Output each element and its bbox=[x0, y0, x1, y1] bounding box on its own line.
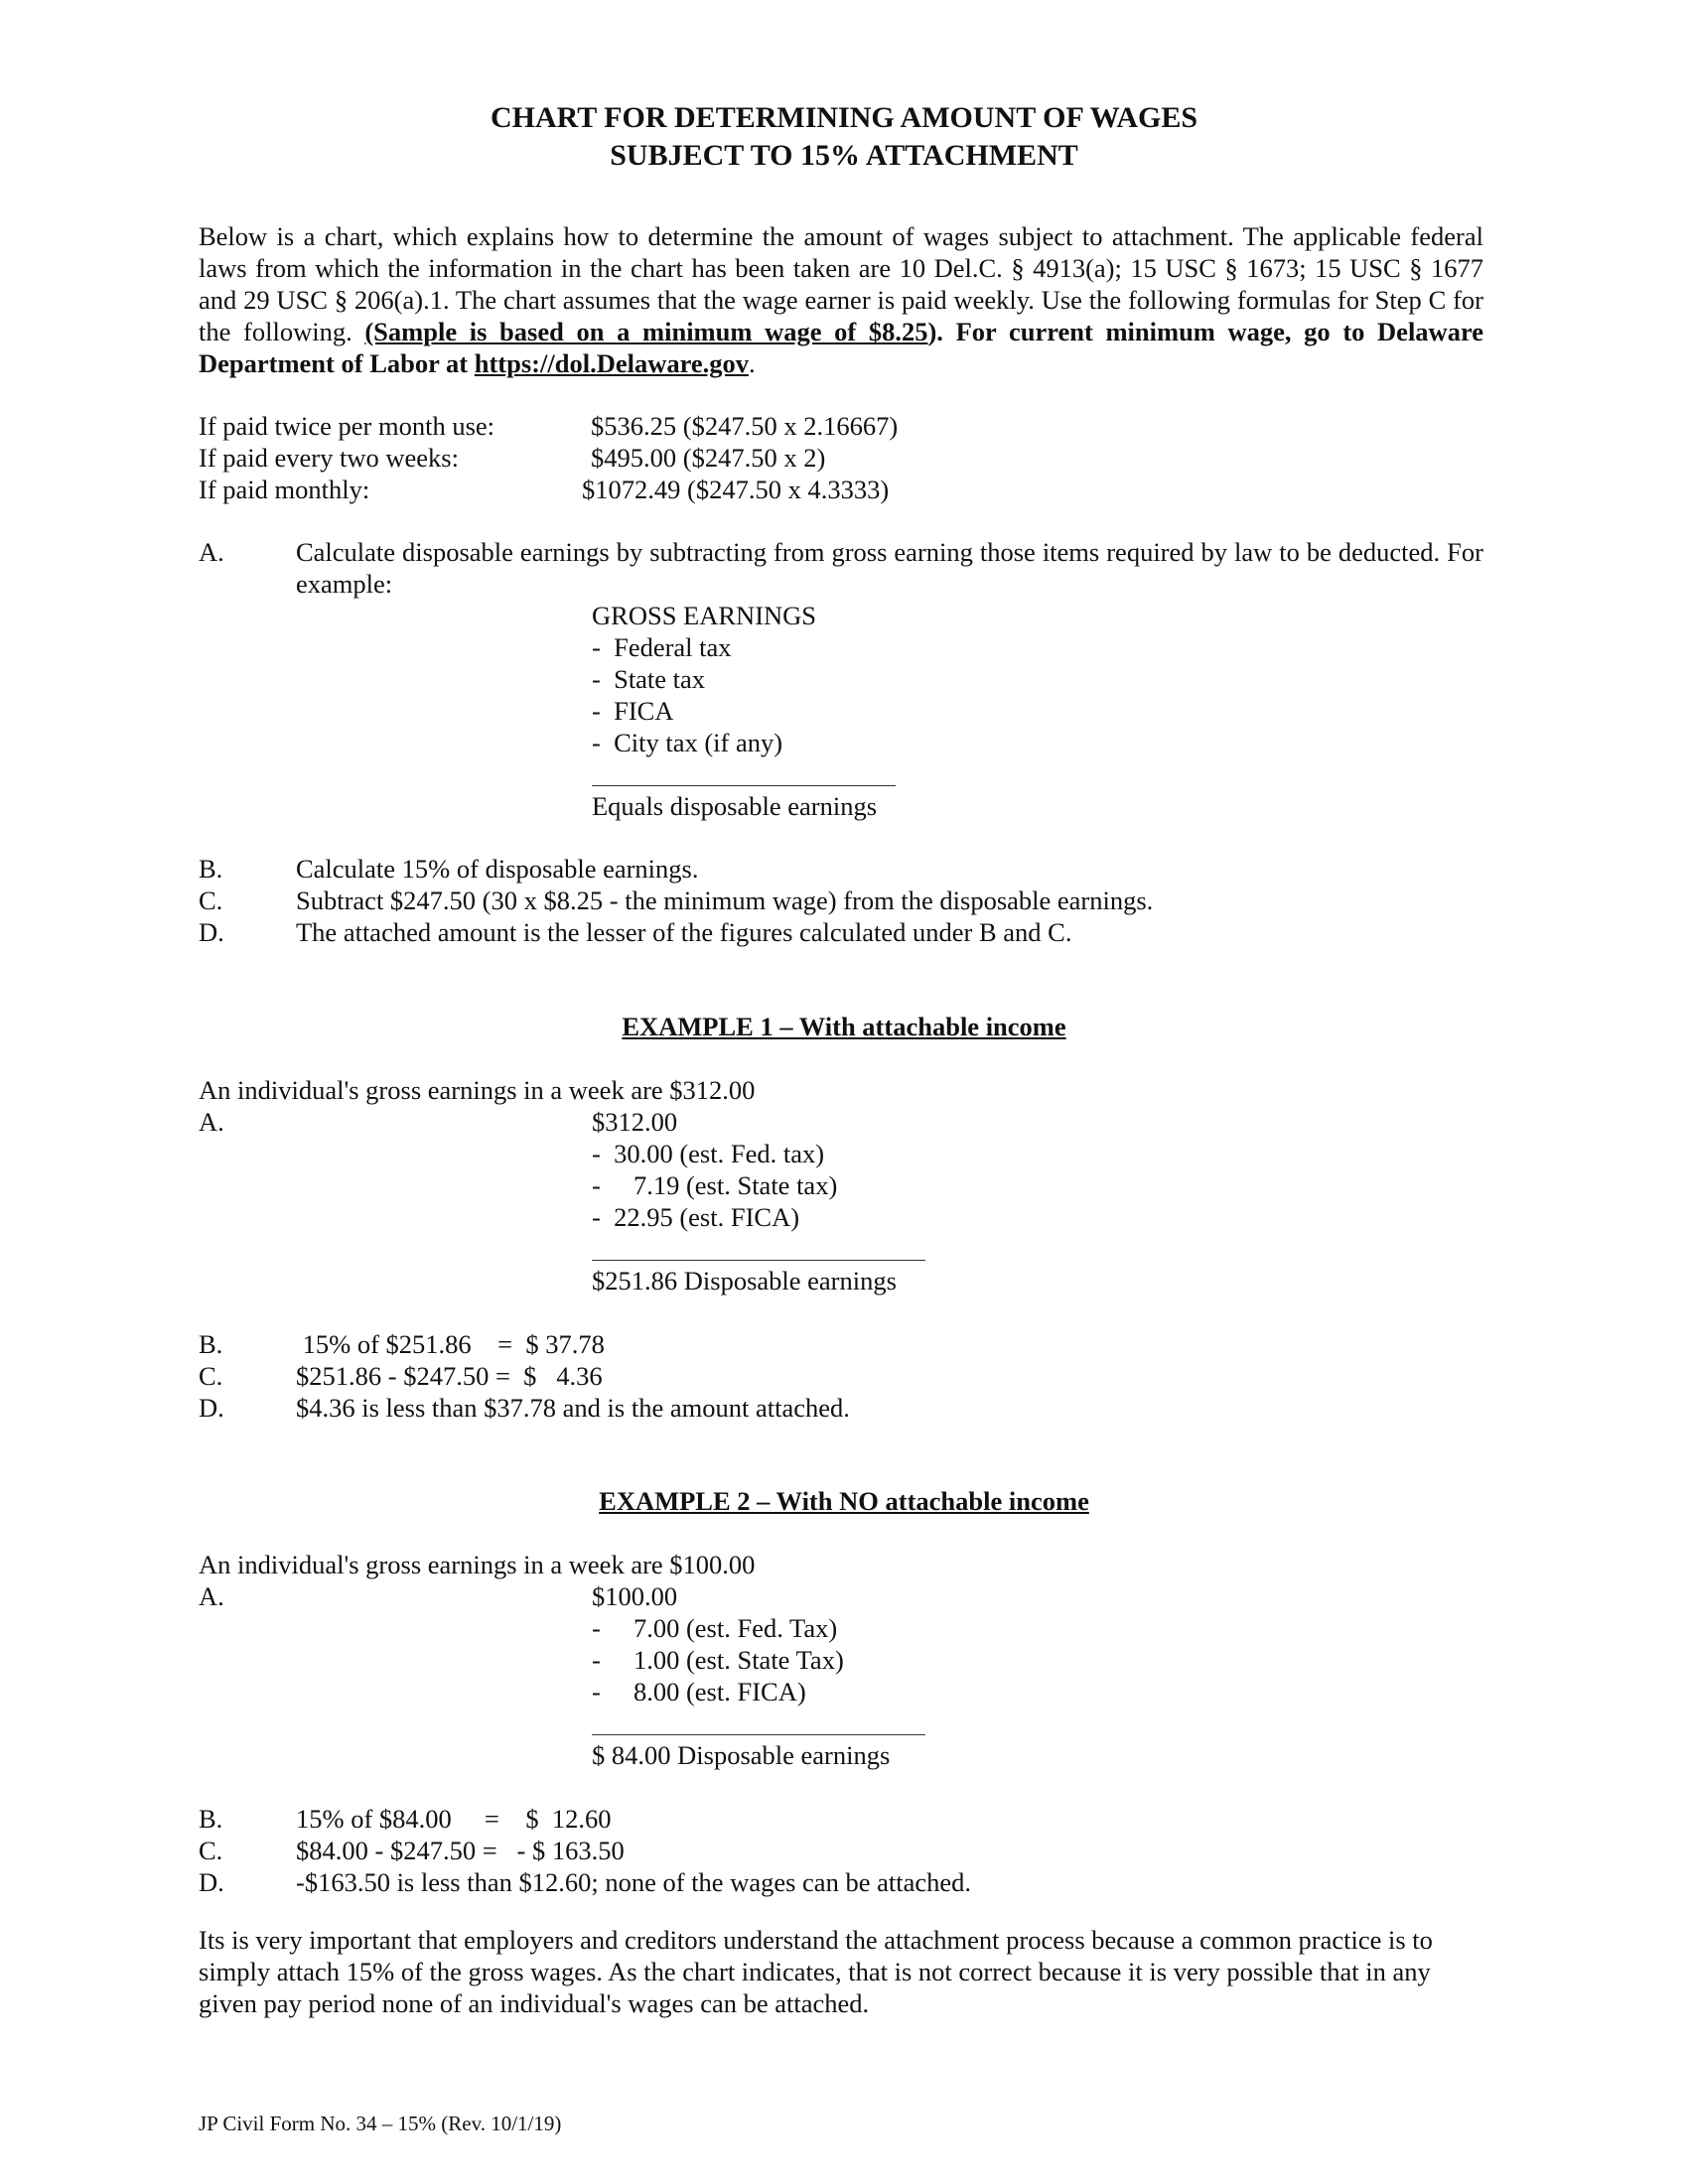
calc-line: GROSS EARNINGS bbox=[592, 601, 817, 630]
intro-text: Below is a chart, which explains how to determine the amount of wages subject to attachment. The applicable federal laws from which the information in the chart has been taken are 10 Del.C. § 4913(a); 15 USC § 1673; 15 USC § 1677 and 29 USC § 206(a).1. The chart assumes that the wage earner is paid weekly. Use the following formulas for Step C for the following. bbox=[199, 221, 1483, 346]
step-text: The attached amount is the lesser of the figures calculated under B and C. bbox=[296, 917, 1072, 947]
example-2-letter: C. bbox=[199, 1836, 223, 1865]
document-title-line-2: SUBJECT TO 15% ATTACHMENT bbox=[610, 139, 1078, 172]
step-letter: D. bbox=[199, 917, 224, 947]
step-a-text: Calculate disposable earnings by subtracting from gross earning those items required by law to be deducted. For example: bbox=[296, 537, 1483, 599]
example-1-line: $4.36 is less than $37.78 and is the amount attached. bbox=[296, 1393, 850, 1423]
step-a-letter: A. bbox=[199, 537, 224, 567]
dol-link[interactable]: https://dol.Delaware.gov bbox=[474, 348, 750, 378]
calc-line: - FICA bbox=[592, 696, 674, 726]
calc-line: - Federal tax bbox=[592, 632, 732, 662]
example-1-line: 15% of $251.86 = $ 37.78 bbox=[296, 1329, 605, 1359]
calc-line: - City tax (if any) bbox=[592, 728, 783, 757]
document-title-line-1: CHART FOR DETERMINING AMOUNT OF WAGES bbox=[490, 101, 1198, 134]
example-1-deduction: - 7.19 (est. State tax) bbox=[592, 1170, 838, 1200]
intro-paragraph bbox=[199, 220, 1483, 379]
form-footer: JP Civil Form No. 34 – 15% (Rev. 10/1/19) bbox=[199, 2112, 562, 2135]
pay-period-label: If paid monthly: bbox=[199, 475, 370, 504]
example-1-gross: $312.00 bbox=[592, 1107, 678, 1137]
example-2-deduction: - 1.00 (est. State Tax) bbox=[592, 1645, 844, 1675]
example-2-line: -$163.50 is less than $12.60; none of the wages can be attached. bbox=[296, 1867, 971, 1897]
calc-line: - State tax bbox=[592, 664, 706, 694]
sample-note: (Sample is based on a minimum wage of $8.25 bbox=[364, 317, 928, 346]
step-letter: C. bbox=[199, 886, 223, 915]
calc-result: Equals disposable earnings bbox=[592, 791, 878, 821]
example-1-deduction: - 30.00 (est. Fed. tax) bbox=[592, 1139, 825, 1168]
example-2-heading: EXAMPLE 2 – With NO attachable income bbox=[599, 1486, 1089, 1516]
intro-end: . bbox=[749, 348, 756, 378]
current-wage-note: ). For current minimum wage, go to Delaware Department of Labor at bbox=[199, 317, 1483, 378]
example-1-result: $251.86 Disposable earnings bbox=[592, 1266, 897, 1296]
example-1-letter: B. bbox=[199, 1329, 223, 1359]
pay-period-value: $1072.49 ($247.50 x 4.3333) bbox=[582, 475, 890, 504]
example-2-line: 15% of $84.00 = $ 12.60 bbox=[296, 1804, 612, 1834]
example-2-deduction: - 8.00 (est. FICA) bbox=[592, 1677, 806, 1706]
example-1-line: $251.86 - $247.50 = $ 4.36 bbox=[296, 1361, 603, 1391]
example-2-gross: $100.00 bbox=[592, 1581, 678, 1611]
step-text: Subtract $247.50 (30 x $8.25 - the minimum wage) from the disposable earnings. bbox=[296, 886, 1154, 915]
example-1-intro: An individual's gross earnings in a week are $312.00 bbox=[199, 1075, 756, 1105]
step-text: Calculate 15% of disposable earnings. bbox=[296, 854, 699, 884]
example-1-letter: C. bbox=[199, 1361, 223, 1391]
example-2-deduction: - 7.00 (est. Fed. Tax) bbox=[592, 1613, 838, 1643]
closing-paragraph: Its is very important that employers and creditors understand the attachment process because a common practice is to simply attach 15% of the gross wages. As the chart indicates, that is not correct because it is very possible that in any given pay period none of an individual's wages can be attached. bbox=[199, 1925, 1433, 2018]
example-2-step-a-letter: A. bbox=[199, 1581, 224, 1611]
example-2-letter: D. bbox=[199, 1867, 224, 1897]
example-2-line: $84.00 - $247.50 = - $ 163.50 bbox=[296, 1836, 625, 1865]
example-2-underline bbox=[592, 1734, 925, 1735]
example-2-result: $ 84.00 Disposable earnings bbox=[592, 1740, 891, 1770]
example-2-intro: An individual's gross earnings in a week are $100.00 bbox=[199, 1550, 756, 1579]
example-1-step-a-letter: A. bbox=[199, 1107, 224, 1137]
pay-period-value: $536.25 ($247.50 x 2.16667) bbox=[591, 411, 899, 441]
example-2-letter: B. bbox=[199, 1804, 223, 1834]
example-1-letter: D. bbox=[199, 1393, 224, 1423]
pay-period-label: If paid twice per month use: bbox=[199, 411, 495, 441]
pay-period-label: If paid every two weeks: bbox=[199, 443, 459, 473]
example-1-heading: EXAMPLE 1 – With attachable income bbox=[622, 1012, 1066, 1041]
example-1-underline bbox=[592, 1260, 925, 1261]
example-1-deduction: - 22.95 (est. FICA) bbox=[592, 1202, 800, 1232]
calc-underline bbox=[592, 785, 896, 786]
pay-period-value: $495.00 ($247.50 x 2) bbox=[591, 443, 826, 473]
step-letter: B. bbox=[199, 854, 223, 884]
